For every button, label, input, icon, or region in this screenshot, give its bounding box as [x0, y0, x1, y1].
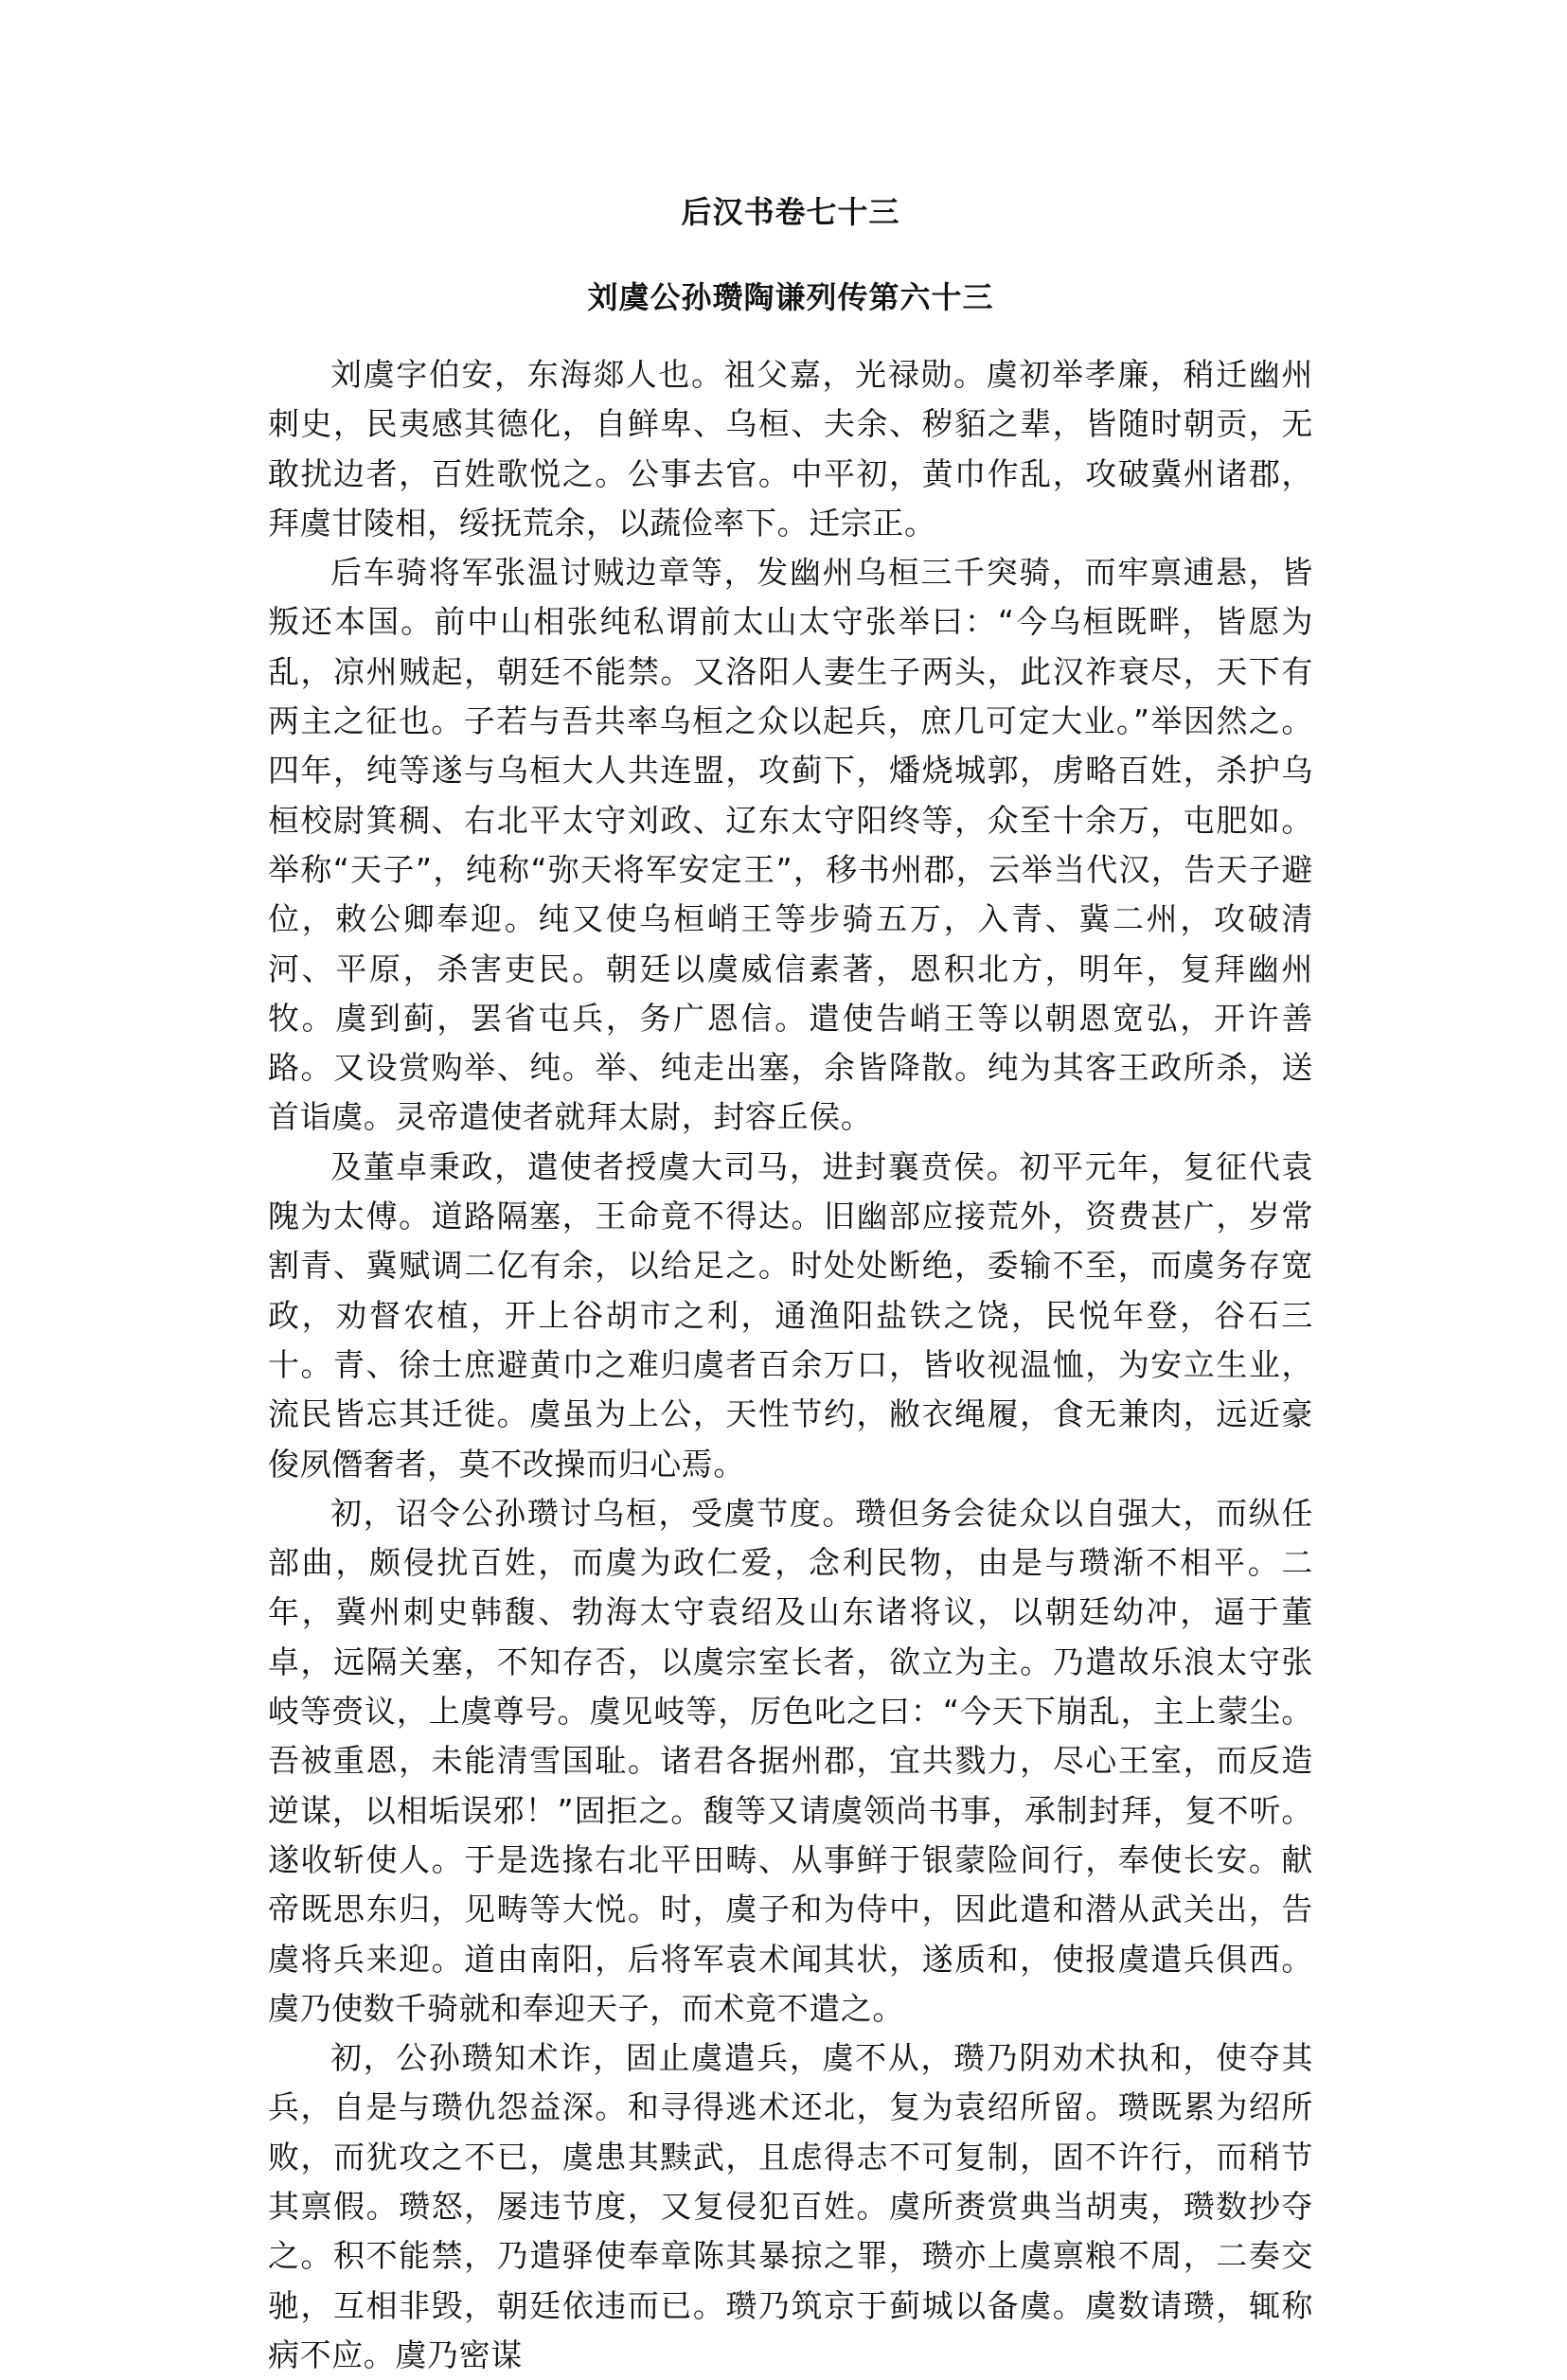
paragraph-5: 初，公孙瓒知术诈，固止虞遣兵，虞不从，瓒乃阴劝术执和，使夺其兵，自是与瓒仇怨益深。和寻得逃术还北，复为袁绍所留。瓒既累为绍所败，而犹攻之不已，虞患其黩武，且虑得志不可复制，固不许行，而稍节其禀假。瓒怒，屡违节度，又复侵犯百姓。虞所赉赏典当胡夷，瓒数抄夺之。积不能禁，乃遣驿使奉章陈其暴掠之罪，瓒亦上虞禀粮不周，二奏交驰，互相非毁，朝廷依违而已。瓒乃筑京于蓟城以备虞。虞数请瓒，辄称病不应。虞乃密谋	[268, 2039, 1313, 2373]
paragraph-2: 后车骑将军张温讨贼边章等，发幽州乌桓三千突骑，而牢禀逋悬，皆叛还本国。前中山相张纯私谓前太山太守张举曰：“今乌桓既畔，皆愿为乱，凉州贼起，朝廷不能禁。又洛阳人妻生子两头，此汉祚衰尽，天下有两主之征也。子若与吾共率乌桓之众以起兵，庶几可定大业。”举因然之。四年，纯等遂与乌桓大人共连盟，攻蓟下，燔烧城郭，虏略百姓，杀护乌桓校尉箕稠、右北平太守刘政、辽东太守阳终等，众至十余万，屯肥如。举称“天子”，纯称“弥天将军安定王”，移书州郡，云举当代汉，告天子避位，敕公卿奉迎。纯又使乌桓峭王等步骑五万，入青、冀二州，攻破清河、平原，杀害吏民。朝廷以虞威信素著，恩积北方，明年，复拜幽州牧。虞到蓟，罢省屯兵，务广恩信。遣使告峭王等以朝恩宽弘，开许善路。又设赏购举、纯。举、纯走出塞，余皆降散。纯为其客王政所杀，送首诣虞。灵帝遣使者就拜太尉，封容丘侯。	[268, 554, 1313, 1136]
book-title: 后汉书卷七十三	[681, 194, 900, 230]
paragraph-3: 及董卓秉政，遣使者授虞大司马，进封襄贲侯。初平元年，复征代袁隗为太傅。道路隔塞，王命竟不得达。旧幽部应接荒外，资费甚广，岁常割青、冀赋调二亿有余，以给足之。时处处断绝，委输不至，而虞务存宽政，劝督农植，开上谷胡市之利，通渔阳盐铁之饶，民悦年登，谷石三十。青、徐士庶避黄巾之难归虞者百余万口，皆收视温恤，为安立生业，流民皆忘其迁徙。虞虽为上公，天性节约，敝衣绳履，食无兼肉，远近豪俊夙僭奢者，莫不改操而归心焉。	[268, 1147, 1313, 1483]
paragraph-1: 刘虞字伯安，东海郯人也。祖父嘉，光禄勋。虞初举孝廉，稍迁幽州刺史，民夷感其德化，自鲜卑、乌桓、夫余、秽貊之辈，皆随时朝贡，无敢扰边者，百姓歌悦之。公事去官。中平初，黄巾作乱，攻破冀州诸郡，拜虞甘陵相，绥抚荒余，以蔬俭率下。迁宗正。	[268, 356, 1313, 542]
chapter-title: 刘虞公孙瓒陶谦列传第六十三	[587, 279, 994, 315]
paragraph-4: 初，诏令公孙瓒讨乌桓，受虞节度。瓒但务会徒众以自强大，而纵任部曲，颇侵扰百姓，而虞为政仁爱，念利民物，由是与瓒渐不相平。二年，冀州刺史韩馥、勃海太守袁绍及山东诸将议，以朝廷幼冲，逼于董卓，远隔关塞，不知存否，以虞宗室长者，欲立为主。乃遣故乐浪太守张岐等赍议，上虞尊号。虞见岐等，厉色叱之曰：“今天下崩乱，主上蒙尘。吾被重恩，未能清雪国耻。诸君各据州郡，宜共戮力，尽心王室，而反造逆谋，以相垢误邪！”固拒之。馥等又请虞领尚书事，承制封拜，复不听。遂收斩使人。于是选掾右北平田畴、从事鲜于银蒙险间行，奉使长安。献帝既思东归，见畴等大悦。时，虞子和为侍中，因此遣和潜从武关出，告虞将兵来迎。道由南阳，后将军袁术闻其状，遂质和，使报虞遣兵俱西。虞乃使数千骑就和奉迎天子，而术竟不遣之。	[268, 1494, 1313, 2027]
document-page	[268, 189, 1313, 2380]
